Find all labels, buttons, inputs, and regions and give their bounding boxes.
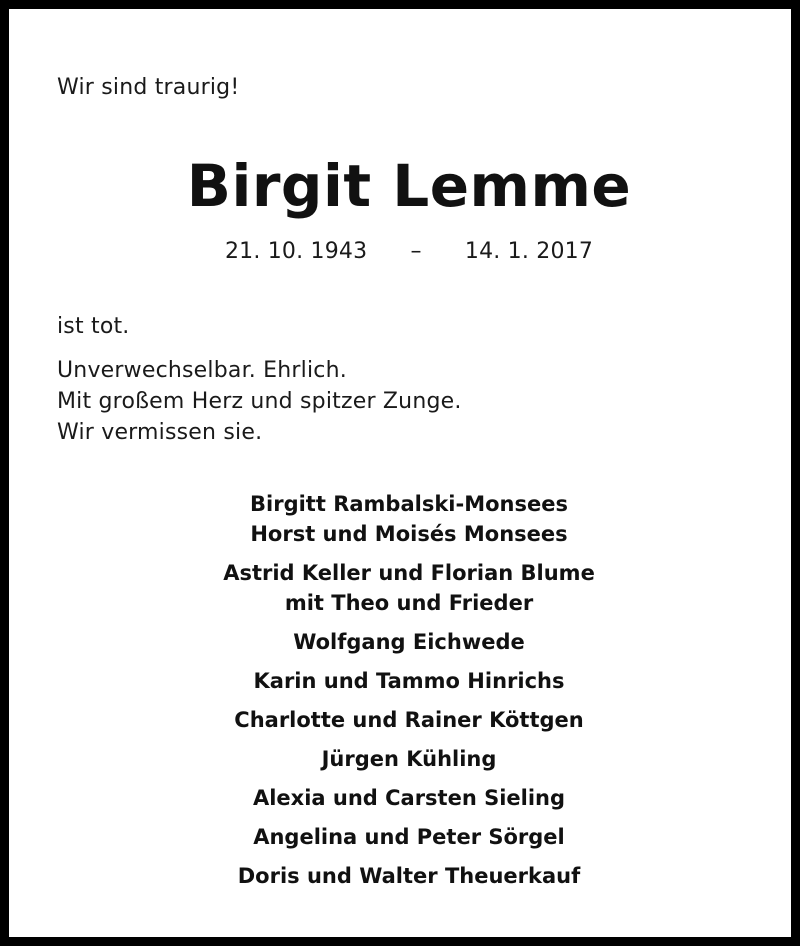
mourner-line: mit Theo und Frieder: [284, 591, 534, 615]
mourner-line: Karin und Tammo Hinrichs: [253, 669, 565, 693]
mourner-group: [9, 627, 800, 657]
mourner-group: [9, 705, 800, 735]
tribute-line: Unverwechselbar. Ehrlich.: [57, 358, 347, 383]
mourner-group: [9, 666, 800, 696]
tribute-text: [57, 355, 462, 448]
mourner-line: Angelina und Peter Sörgel: [253, 825, 565, 849]
mourner-group: [9, 861, 800, 891]
mourner-group: [9, 822, 800, 852]
mourner-line: Charlotte und Rainer Köttgen: [234, 708, 584, 732]
mourners-list: [9, 489, 800, 900]
mourner-line: Birgitt Rambalski-Monsees: [250, 492, 568, 516]
mourner-line: Astrid Keller und Florian Blume: [223, 561, 595, 585]
mourner-line: Alexia und Carsten Sieling: [252, 786, 566, 810]
mourner-line: Doris und Walter Theuerkauf: [237, 864, 581, 888]
tribute-line: Mit großem Herz und spitzer Zunge.: [57, 389, 462, 414]
status-text: ist tot.: [57, 314, 130, 339]
birth-date: 21. 10. 1943: [224, 239, 368, 264]
deceased-name: Birgit Lemme: [186, 152, 632, 220]
mourner-line: Horst und Moisés Monsees: [250, 522, 568, 546]
life-dates: [9, 239, 800, 264]
intro-text: Wir sind traurig!: [57, 75, 240, 100]
mourner-group: [9, 744, 800, 774]
mourner-group: [9, 489, 800, 549]
death-date: 14. 1. 2017: [464, 239, 594, 264]
mourner-line: Wolfgang Eichwede: [293, 630, 525, 654]
tribute-line: Wir vermissen sie.: [57, 420, 263, 445]
mourner-group: [9, 783, 800, 813]
mourner-group: [9, 558, 800, 618]
date-dash: –: [410, 239, 422, 264]
mourner-line: Jürgen Kühling: [321, 747, 497, 771]
